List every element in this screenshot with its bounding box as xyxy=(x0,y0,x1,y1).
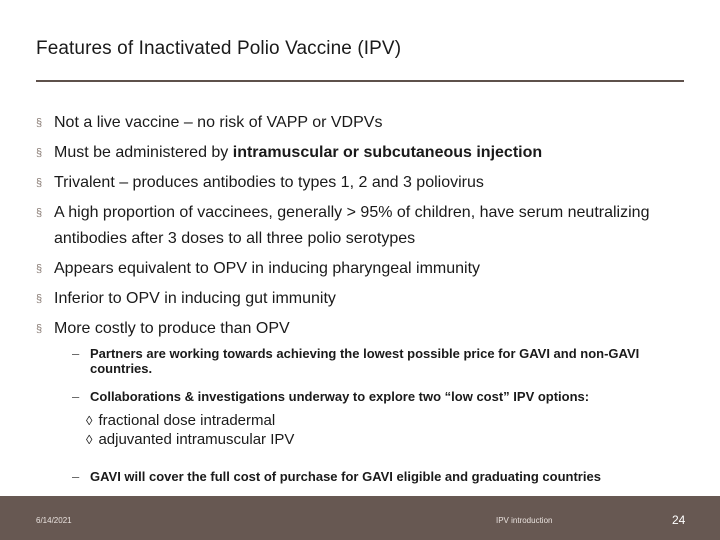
sub-bullet-item xyxy=(72,346,672,376)
sub-bullet-item xyxy=(72,469,672,484)
bullet-marker: § xyxy=(36,293,43,305)
dash-marker: – xyxy=(72,346,80,361)
bullet-item xyxy=(36,200,666,252)
diamond-marker: ◊ xyxy=(86,432,93,447)
bullet-text: Not a live vaccine – no risk of VAPP or VDPVs xyxy=(54,114,383,131)
bullet-text: Appears equivalent to OPV in inducing pharyngeal immunity xyxy=(54,260,481,277)
bullet-text xyxy=(54,140,676,166)
bullet-item xyxy=(36,316,676,342)
bullet-text-plain: Must be administered by xyxy=(54,144,233,161)
slide-title: Features of Inactivated Polio Vaccine (IPV) xyxy=(36,38,402,59)
sub-bullet-text: Partners are working towards achieving the lowest possible price for GAVI and non-GAVI countries. xyxy=(90,346,640,376)
footer-title: IPV introduction xyxy=(496,516,553,525)
title-divider xyxy=(36,80,684,82)
bullet-text: Inferior to OPV in inducing gut immunity xyxy=(54,290,336,307)
slide-footer xyxy=(0,496,720,540)
bullet-text-bold: intramuscular or subcutaneous injection xyxy=(232,144,543,161)
bullet-item xyxy=(36,110,676,136)
bullet-marker: § xyxy=(36,323,43,335)
sub-bullet-text: GAVI will cover the full cost of purchase for GAVI eligible and graduating countries xyxy=(90,469,601,484)
option-text: adjuvanted intramuscular IPV xyxy=(98,431,295,448)
bullet-marker: § xyxy=(36,263,43,275)
option-text: fractional dose intradermal xyxy=(98,412,276,429)
bullet-text: A high proportion of vaccinees, generally > 95% of children, have serum neutralizing antibodies after 3 doses to all three polio serotypes xyxy=(54,204,650,247)
footer-date: 6/14/2021 xyxy=(36,516,72,525)
bullet-item xyxy=(36,256,676,282)
bullet-marker: § xyxy=(36,147,43,159)
option-item xyxy=(86,411,275,430)
bullet-marker: § xyxy=(36,117,43,129)
bullet-item xyxy=(36,286,676,312)
bullet-text: More costly to produce than OPV xyxy=(54,320,290,337)
diamond-marker: ◊ xyxy=(86,413,93,428)
bullet-item xyxy=(36,140,676,166)
bullet-marker: § xyxy=(36,177,43,189)
bullet-item xyxy=(36,170,676,196)
dash-marker: – xyxy=(72,469,80,484)
dash-marker: – xyxy=(72,389,80,404)
sub-bullet-text: Collaborations & investigations underway to explore two “low cost” IPV options: xyxy=(90,389,590,404)
page-number: 24 xyxy=(672,513,686,527)
option-item xyxy=(86,430,294,449)
sub-bullet-item xyxy=(72,389,672,404)
bullet-marker: § xyxy=(36,207,43,219)
bullet-text: Trivalent – produces antibodies to types 1, 2 and 3 poliovirus xyxy=(54,174,484,191)
